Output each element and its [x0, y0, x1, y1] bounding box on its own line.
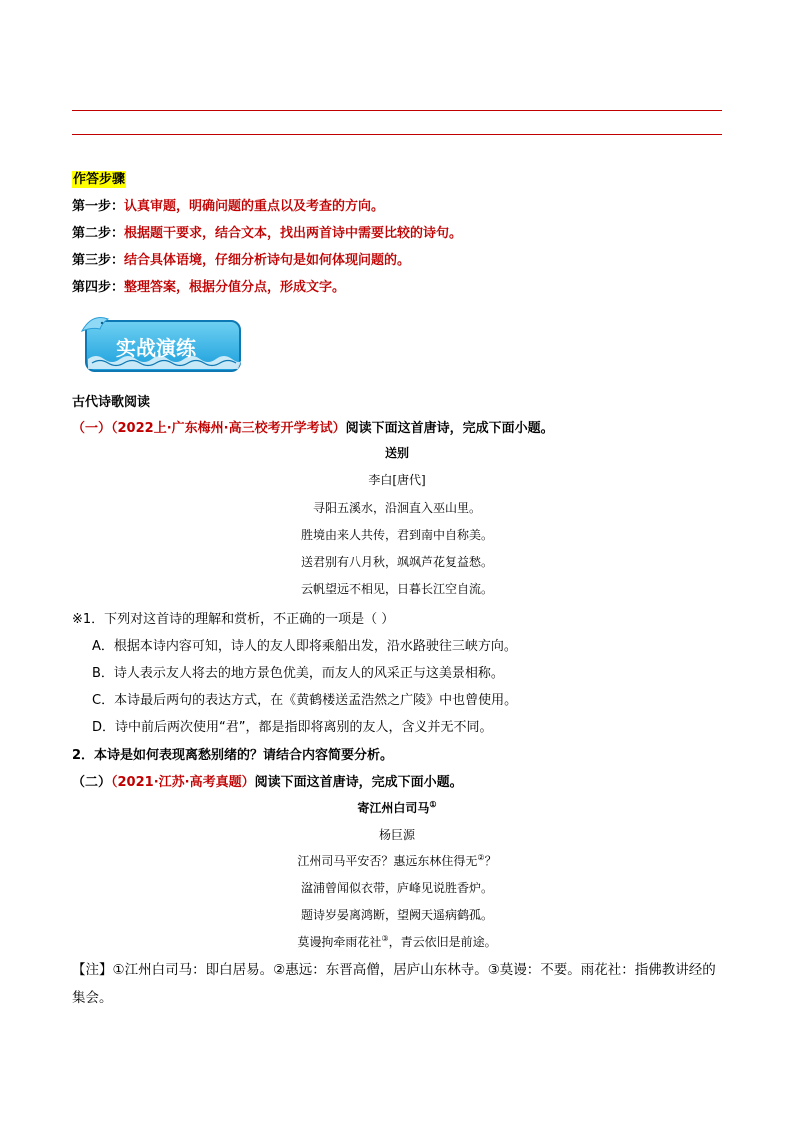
- poem2-line-4-b: ，青云依旧是前途。: [388, 935, 497, 949]
- poem2-line-1-a: 江州司马平安否？惠远东林住得无: [297, 854, 478, 868]
- part1-number: （一）: [72, 421, 112, 436]
- poem2-title-text: 寄江州白司马: [357, 801, 430, 815]
- poem2-line-1: [0, 852, 794, 869]
- part1-source: （2022上·广东梅州·高三校考开学考试）: [111, 421, 346, 436]
- step-4-text: 整理答案，根据分值分点，形成文字。: [124, 280, 346, 295]
- step-2-prefix: 第二步：: [72, 226, 125, 241]
- poem1-title: 送别: [384, 446, 409, 460]
- step-1-prefix: 第一步：: [72, 199, 125, 214]
- poem2-line-4-mark: ③: [381, 934, 389, 943]
- poem2-line-1-b: ？: [484, 854, 497, 868]
- steps-title: 作答步骤: [73, 172, 126, 187]
- part1-instruction: 阅读下面这首唐诗，完成下面小题。: [345, 421, 554, 436]
- option-a: A．根据本诗内容可知，诗人的友人即将乘船出发，沿水路驶往三峡方向。: [92, 639, 517, 654]
- poem1-line-3: 送君别有八月秋，飒飒芦花复益愁。: [300, 555, 493, 569]
- question-1: ※1．下列对这首诗的理解和赏析，不正确的一项是（ ）: [72, 612, 395, 627]
- poem1-line-2: 胜境由来人共传，君到南中自称美。: [300, 528, 493, 542]
- step-3: [72, 252, 410, 270]
- header-rule-bottom: [72, 134, 722, 135]
- poem2-line-1-mark: ②: [477, 853, 485, 862]
- poem2-title: [0, 799, 794, 816]
- poem1-line-1: 寻阳五溪水，沿洄直入巫山里。: [312, 501, 481, 515]
- poem2-line-4: [0, 933, 794, 950]
- option-b: B．诗人表示友人将去的地方景色优美，而友人的风采正与这美景相称。: [92, 666, 504, 681]
- part2-header: [72, 771, 463, 790]
- part2-source: （2021·江苏·高考真题）: [111, 775, 255, 790]
- option-d: D．诗中前后两次使用“君”，都是指即将离别的友人，含义并无不同。: [92, 720, 493, 735]
- question-2: 2．本诗是如何表现离愁别绪的？请结合内容简要分析。: [72, 748, 394, 763]
- step-2: [72, 225, 462, 243]
- step-4: [72, 279, 345, 297]
- section-title: 古代诗歌阅读: [72, 395, 151, 410]
- poem2-line-4-a: 莫谩拘牵雨花社: [297, 935, 382, 949]
- step-4-prefix: 第四步：: [72, 280, 125, 295]
- banner-label: 实战演练: [116, 336, 196, 360]
- part2-instruction: 阅读下面这首唐诗，完成下面小题。: [254, 775, 463, 790]
- part1-header: [72, 417, 554, 436]
- practice-banner: [78, 311, 242, 373]
- step-2-text: 根据题干要求，结合文本，找出两首诗中需要比较的诗句。: [124, 226, 463, 241]
- part2-number: （二）: [72, 775, 112, 790]
- step-3-text: 结合具体语境，仔细分析诗句是如何体现问题的。: [124, 253, 411, 268]
- poem2-line-2: 湓浦曾闻似衣带，庐峰见说胜香炉。: [300, 881, 493, 895]
- step-3-prefix: 第三步：: [72, 253, 125, 268]
- step-1: [72, 198, 384, 216]
- poem2-title-note-mark: ①: [429, 799, 437, 809]
- header-rule-top: [72, 110, 722, 111]
- poem2-author: 杨巨源: [378, 828, 415, 842]
- poem2-footnote: 【注】①江州白司马：即白居易。②惠远：东晋高僧，居庐山东林寺。③莫谩：不要。雨花社：指佛教讲经的集会。: [72, 962, 716, 1006]
- option-c: C．本诗最后两句的表达方式，在《黄鹤楼送孟浩然之广陵》中也曾使用。: [92, 693, 518, 708]
- poem1-author: 李白[唐代]: [368, 473, 426, 487]
- step-1-text: ，明确问题的重点以及考查的方向。: [176, 199, 385, 214]
- step-1-key: 认真审题: [124, 199, 177, 214]
- poem1-line-4: 云帆望远不相见，日暮长江空自流。: [300, 582, 493, 596]
- poem2-line-3: 题诗岁晏离鸿断，望阙天遥病鹤孤。: [300, 908, 493, 922]
